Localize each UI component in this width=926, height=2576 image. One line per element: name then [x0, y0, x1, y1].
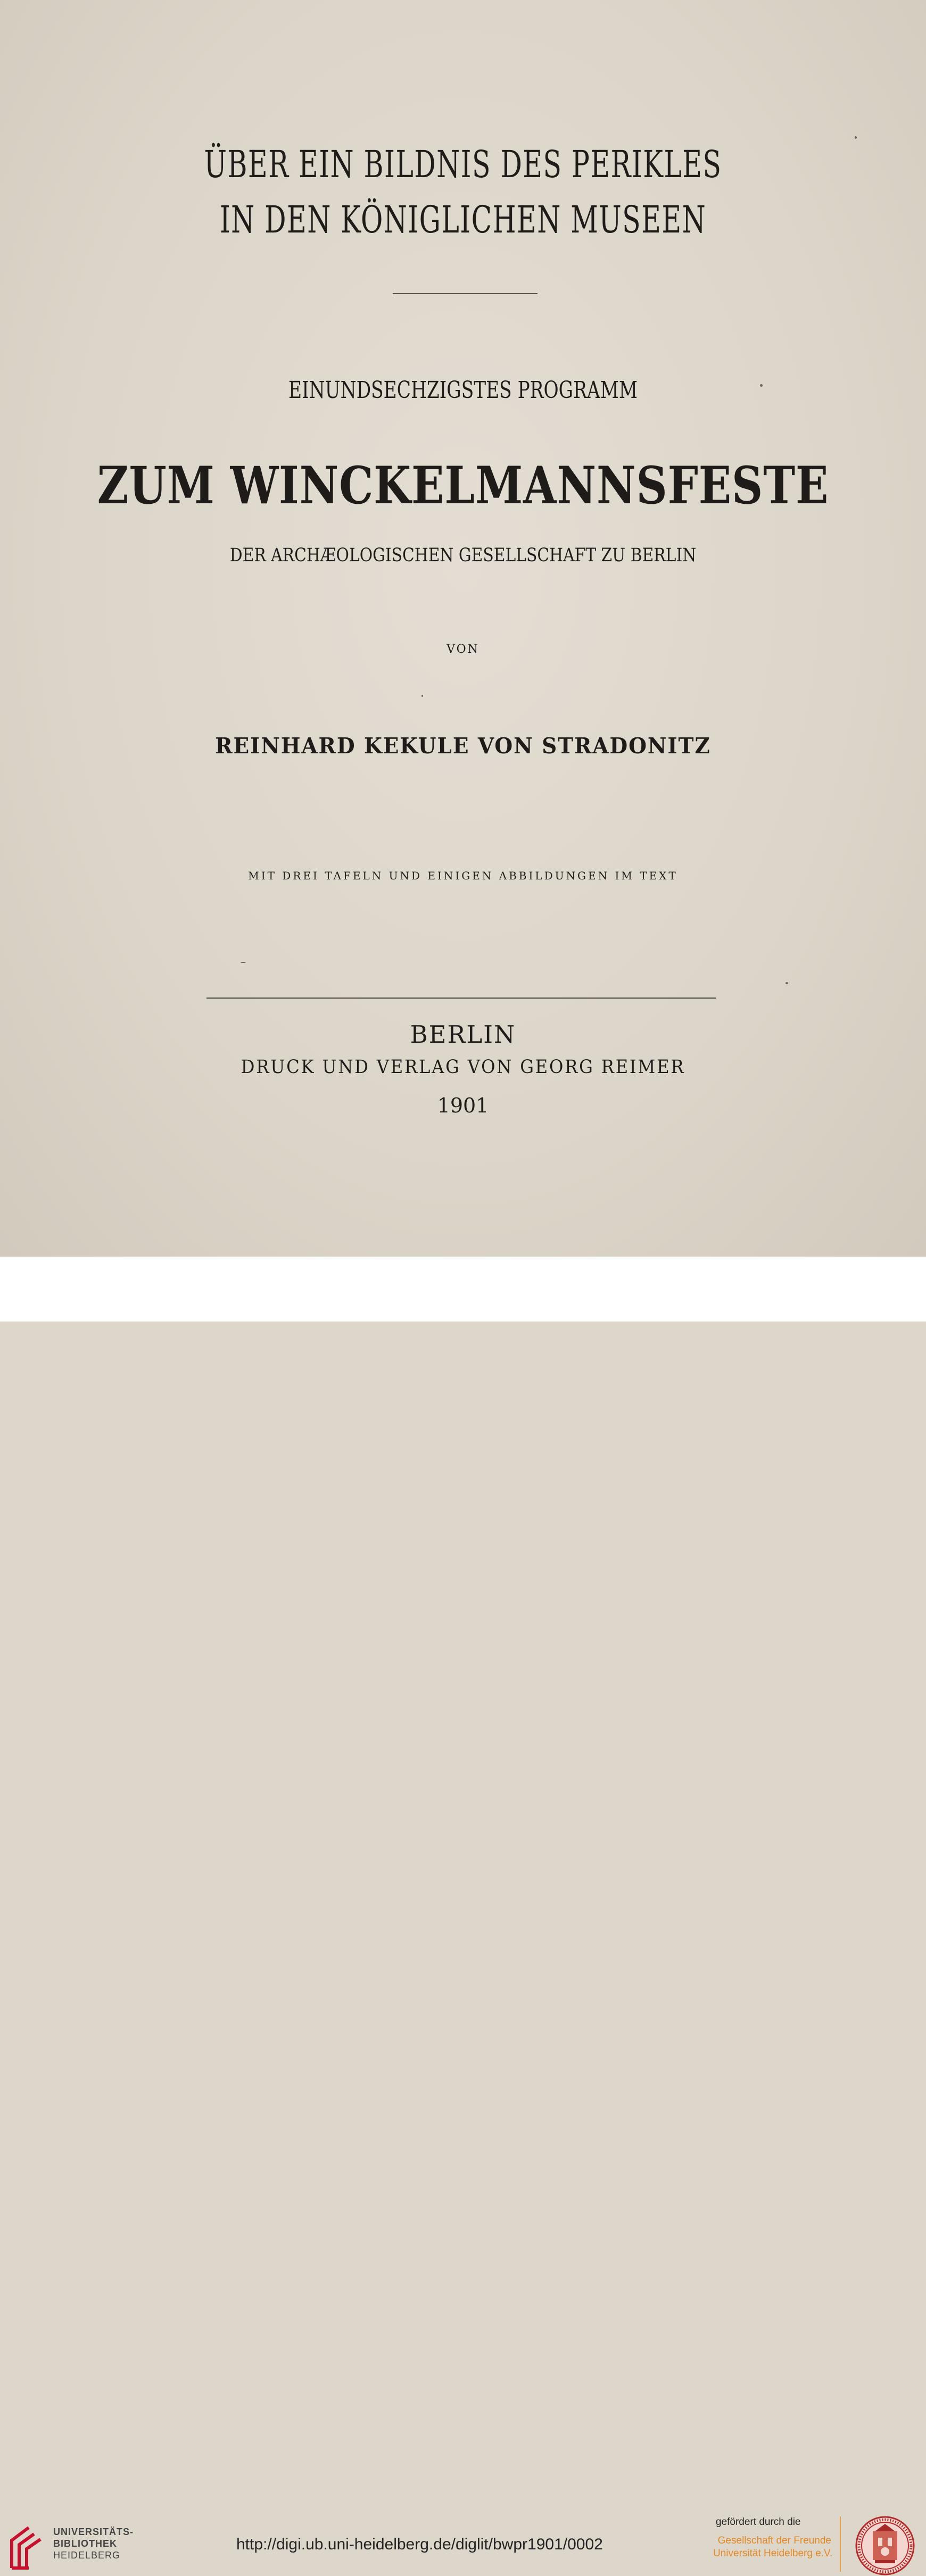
scanned-title-page — [0, 0, 926, 1257]
publication-city: BERLIN — [410, 1020, 516, 1049]
library-name-line-1: UNIVERSITÄTS- — [53, 2527, 134, 2537]
author-name: REINHARD KEKULE VON STRADONITZ — [215, 733, 711, 759]
title-line-2: IN DEN KÖNIGLICHEN MUSEEN — [219, 198, 707, 242]
permalink-url[interactable]: http://digi.ub.uni-heidelberg.de/diglit/bwpr1901/0002 — [236, 2536, 603, 2553]
main-title: ZUM WINCKELMANNSFESTE — [97, 455, 829, 516]
publication-year: 1901 — [437, 1094, 489, 1117]
by-label: VON — [447, 643, 479, 656]
publisher-line: DRUCK UND VERLAG VON GEORG REIMER — [241, 1057, 685, 1078]
plates-note: MIT DREI TAFELN UND EINIGEN ABBILDUNGEN IM TEXT — [248, 869, 678, 882]
sponsor-name-line-2: Universität Heidelberg e.V. — [713, 2548, 833, 2559]
program-subtitle: EINUNDSECHZIGSTES PROGRAMM — [288, 377, 638, 404]
sponsor-label: gefördert durch die — [716, 2516, 801, 2528]
society-name: DER ARCHÆOLOGISCHEN GESELLSCHAFT ZU BERLIN — [229, 545, 697, 566]
library-name-line-2: BIBLIOTHEK — [53, 2538, 117, 2549]
library-name-line-3: HEIDELBERG — [53, 2550, 121, 2561]
digitization-footer — [0, 1257, 926, 2561]
paper-speck — [786, 982, 788, 984]
paper-speck — [760, 384, 763, 387]
sponsor-name-line-1: Gesellschaft der Freunde — [717, 2535, 831, 2546]
paper-speck — [241, 962, 246, 963]
university-library-logo-icon — [7, 2522, 47, 2570]
paper-speck — [855, 136, 857, 139]
short-divider-rule — [393, 293, 538, 294]
sponsor-divider — [840, 2516, 841, 2572]
title-line-1: ÜBER EIN BILDNIS DES PERIKLES — [204, 143, 722, 186]
university-seal-icon — [854, 2515, 916, 2576]
paper-speck — [421, 695, 423, 697]
sponsor-name — [713, 2535, 831, 2560]
long-divider-rule — [206, 998, 716, 999]
library-name — [53, 2526, 134, 2561]
